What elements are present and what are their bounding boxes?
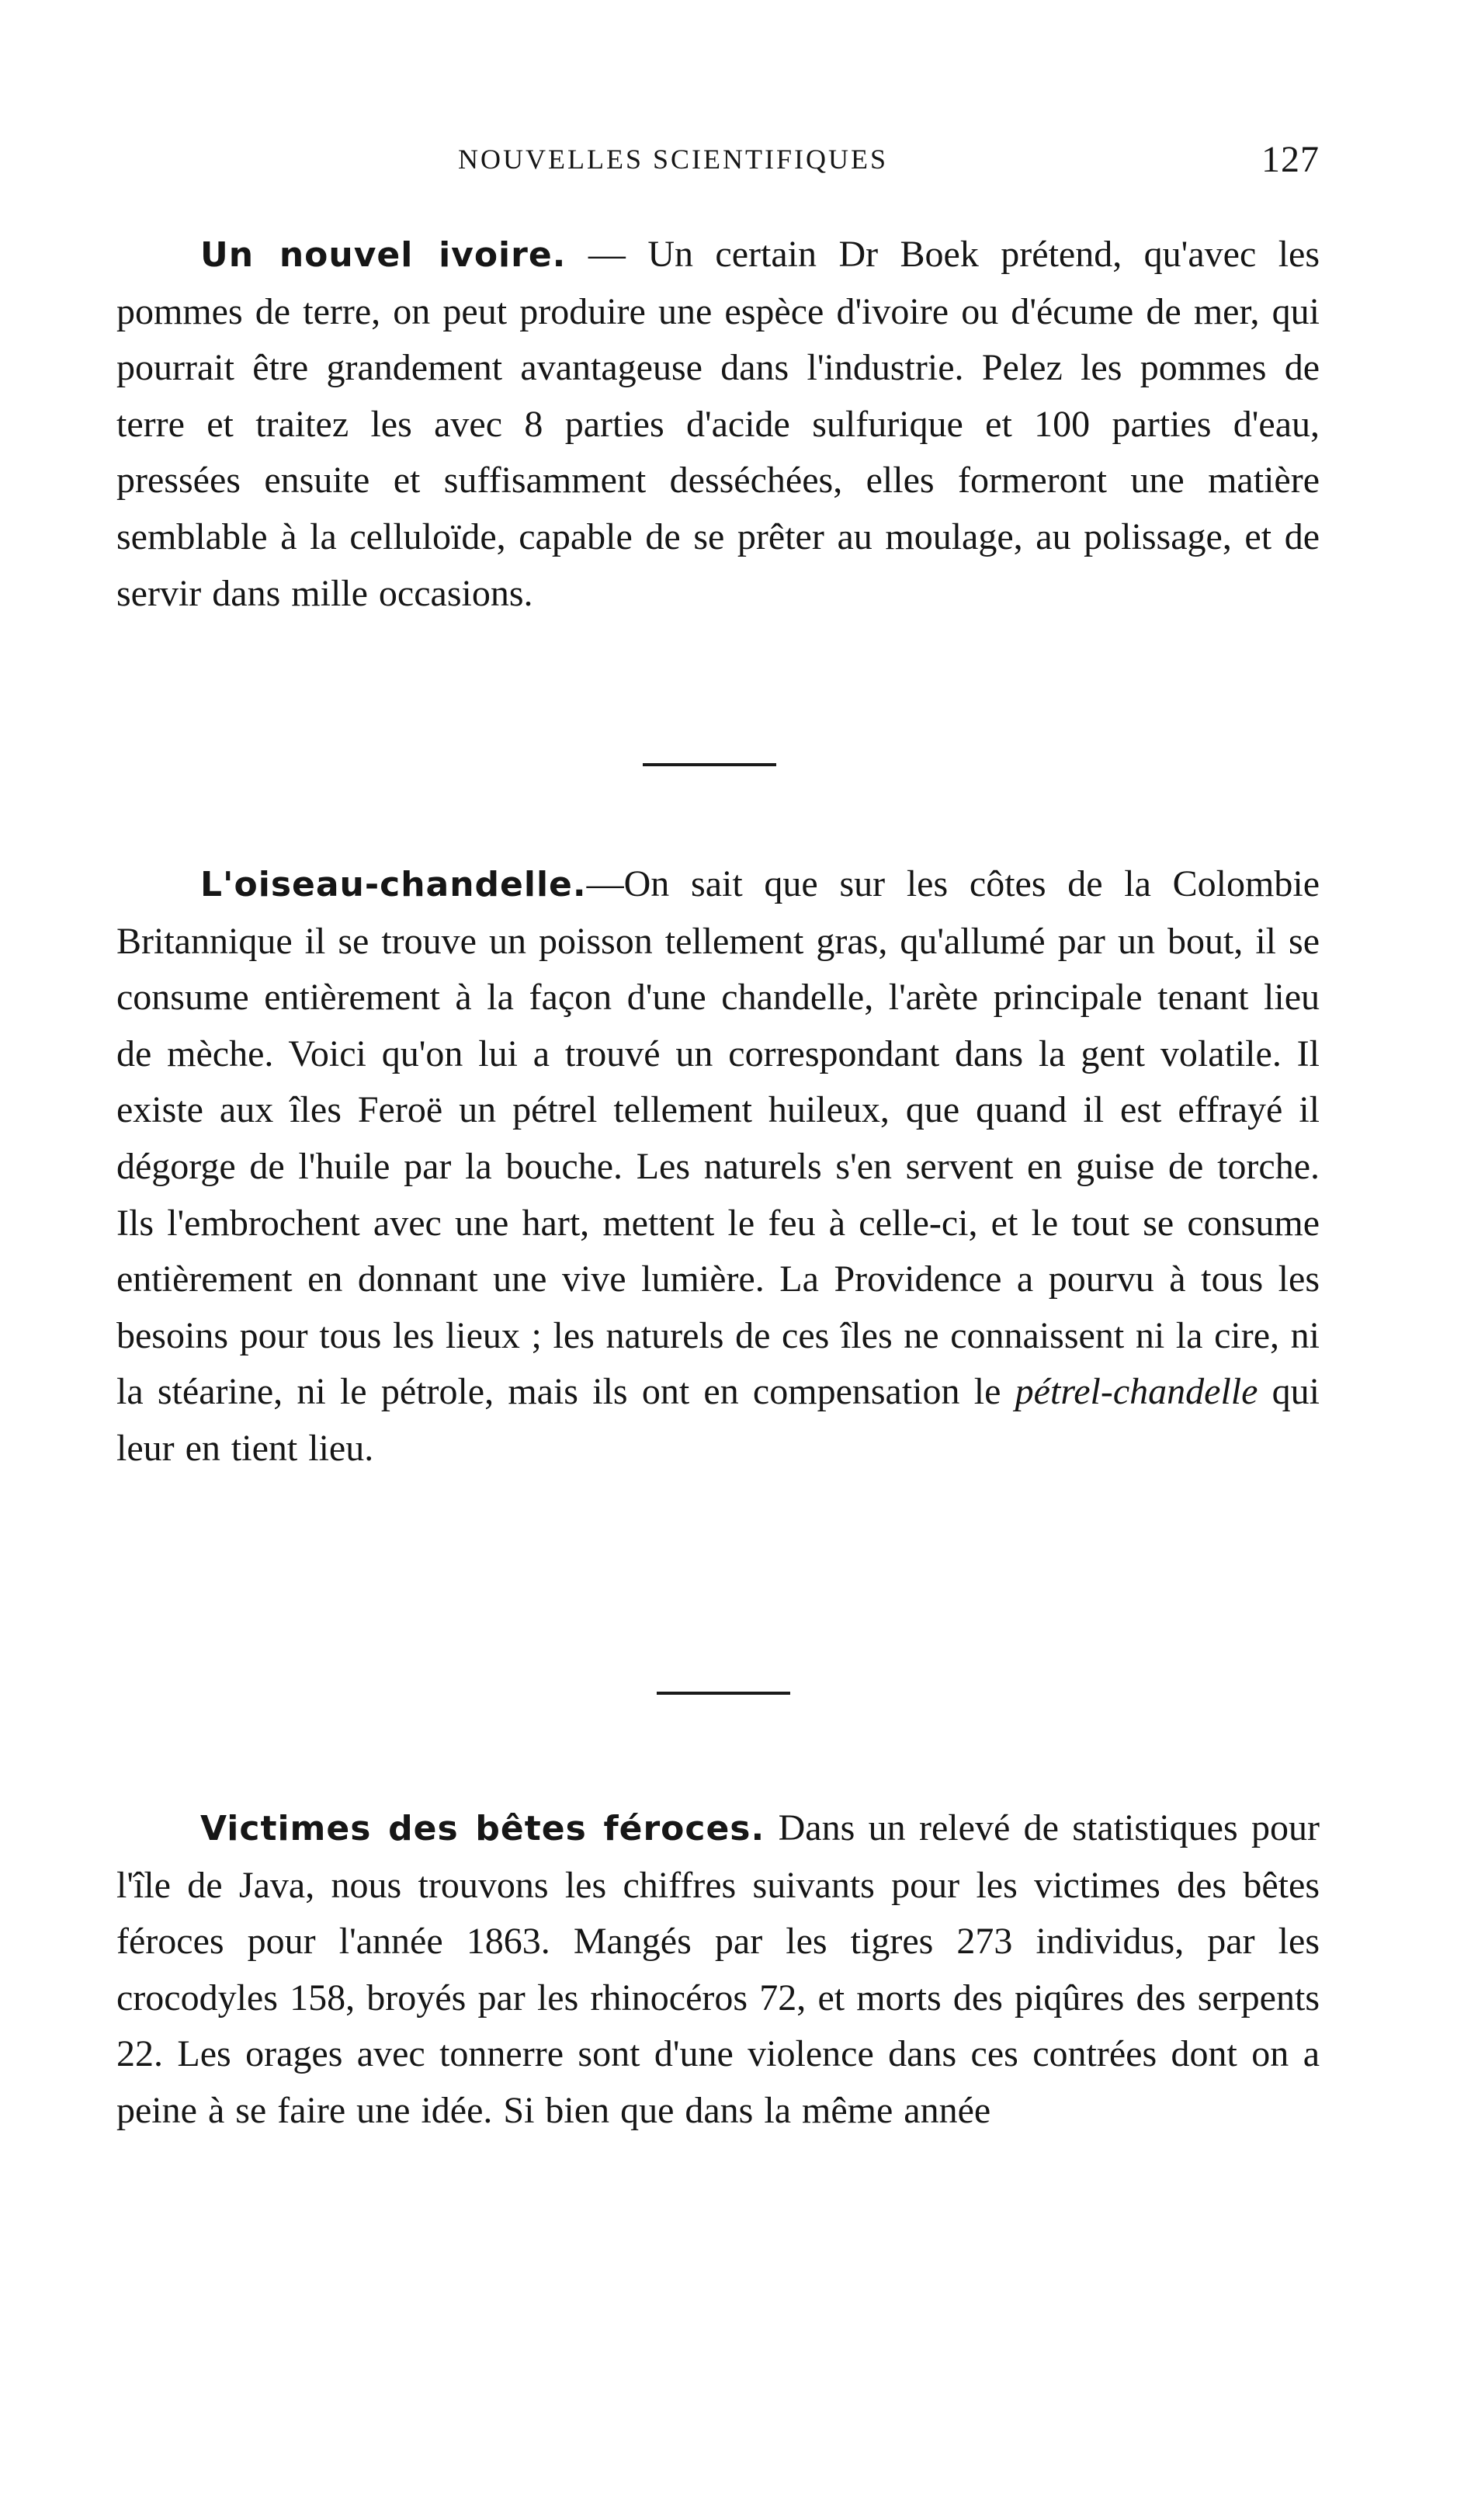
running-head bbox=[116, 138, 1320, 185]
article-paragraph bbox=[116, 1800, 1320, 2140]
article-oiseau-chandelle bbox=[116, 856, 1320, 1477]
heading-dash: — bbox=[586, 863, 624, 904]
article-body: On sait que sur les côtes de la Colombie Britannique il se trouve un poisson tellement gras, qu'allumé par un bout, il se consume entièrement à la façon d'une chandelle, l'arète principale tenant lieu de mèche. Voici qu'on lui a trouvé un correspondant dans la gent volatile. Il existe aux îles Feroë un pétrel tellement huileux, que quand il est effrayé il dégorge de l'huile par la bouche. Les naturels s'en servent en guise de torche. Ils l'embrochent avec une hart, mettent le feu à celle-ci, et le tout se consume entièrement en donnant une vive lumière. La Providence a pourvu à tous les besoins pour tous les lieux ; les naturels de ces îles ne connaissent ni la cire, ni la stéarine, ni le pétrole, mais ils ont en compensation le bbox=[116, 863, 1320, 1413]
page-number: 127 bbox=[1261, 139, 1320, 180]
article-heading: Un nouvel ivoire. bbox=[200, 235, 567, 275]
article-heading: Victimes des bêtes féroces. bbox=[200, 1809, 765, 1848]
article-victimes bbox=[116, 1800, 1320, 2140]
article-body: Un certain Dr Boek prétend, qu'avec les pommes de terre, on peut produire une espèce d'ivoire ou d'écume de mer, qui pourrait être grandement avantageuse dans l'industrie. Pelez les pommes de terre et traitez les avec 8 parties d'acide sulfurique et 100 parties d'eau, pressées ensuite et suffisamment desséchées, elles formeront une matière semblable à la celluloïde, capable de se prêter au moulage, au polissage, et de servir dans mille occasions. bbox=[116, 234, 1320, 614]
article-paragraph bbox=[116, 856, 1320, 1477]
heading-dash: — bbox=[566, 234, 648, 275]
article-heading: L'oiseau-chandelle. bbox=[200, 865, 587, 904]
article-body-end: qui leur en tient lieu. bbox=[116, 1371, 1320, 1469]
article-nouvel-ivoire bbox=[116, 227, 1320, 622]
article-body: Dans un relevé de statistiques pour l'île de Java, nous trouvons les chiffres suivants pour les victimes des bêtes féroces pour l'année 1863. Mangés par les tigres 273 individus, par les crocodyles 158, broyés par les rhinocéros 72, et morts des piqûres des serpents 22. Les orages avec tonnerre sont d'une violence dans ces contrées dont on a peine à se faire une idée. Si bien que dans la même année bbox=[116, 1807, 1320, 2131]
article-italic-term: pétrel-chandelle bbox=[1015, 1371, 1258, 1413]
running-title: NOUVELLES SCIENTIFIQUES bbox=[458, 144, 888, 175]
heading-dash bbox=[765, 1807, 778, 1848]
section-divider bbox=[643, 763, 776, 766]
article-paragraph bbox=[116, 227, 1320, 622]
section-divider bbox=[657, 1692, 790, 1695]
